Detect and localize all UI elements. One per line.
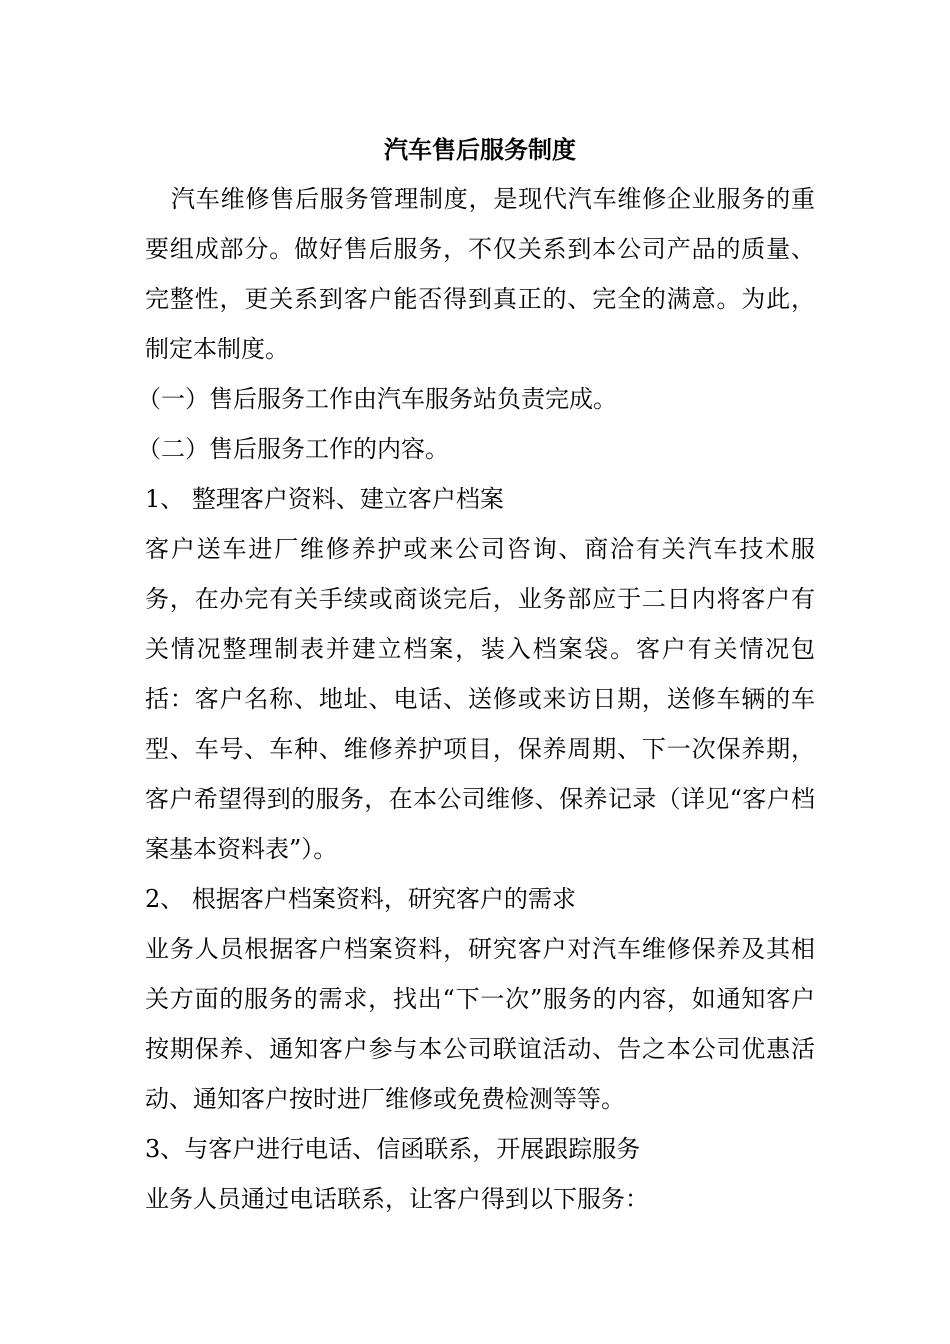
document-title: 汽车售后服务制度: [384, 135, 576, 164]
section-one-paragraph: （一）售后服务工作由汽车服务站负责完成。: [137, 385, 617, 413]
item-1-heading: 1、 整理客户资料、建立客户档案: [145, 485, 504, 513]
section-two-paragraph: （二）售后服务工作的内容。: [137, 435, 449, 463]
item-2-heading: 2、 根据客户档案资料，研究客户的需求: [145, 885, 576, 913]
item-3-body: 业务人员通过电话联系，让客户得到以下服务：: [145, 1185, 649, 1213]
item-1-body: 客户送车进厂维修养护或来公司咨询、商洽有关汽车技术服务，在办完有关手续或商谈完后，业务部应于二日内将客户有关情况整理制表并建立档案，装入档案袋。客户有关情况包括：客户名称、地址、电话、送修或来访日期，送修车辆的车型、车号、车种、维修养护项目，保养周期、下一次保养期，客户希望得到的服务，在本公司维修、保养记录（详见“客户档案基本资料表”）。: [145, 535, 815, 863]
intro-paragraph: 汽车维修售后服务管理制度，是现代汽车维修企业服务的重要组成部分。做好售后服务，不仅关系到本公司产品的质量、完整性，更关系到客户能否得到真正的、完全的满意。为此，制定本制度。: [145, 185, 815, 363]
document-page: [137, 130, 815, 1224]
item-2-body: 业务人员根据客户档案资料，研究客户对汽车维修保养及其相关方面的服务的需求，找出“下一次”服务的内容，如通知客户按期保养、通知客户参与本公司联谊活动、告之本公司优惠活动、通知客户按时进厂维修或免费检测等等。: [145, 935, 815, 1113]
item-3-heading: 3、与客户进行电话、信函联系，开展跟踪服务: [145, 1135, 641, 1163]
